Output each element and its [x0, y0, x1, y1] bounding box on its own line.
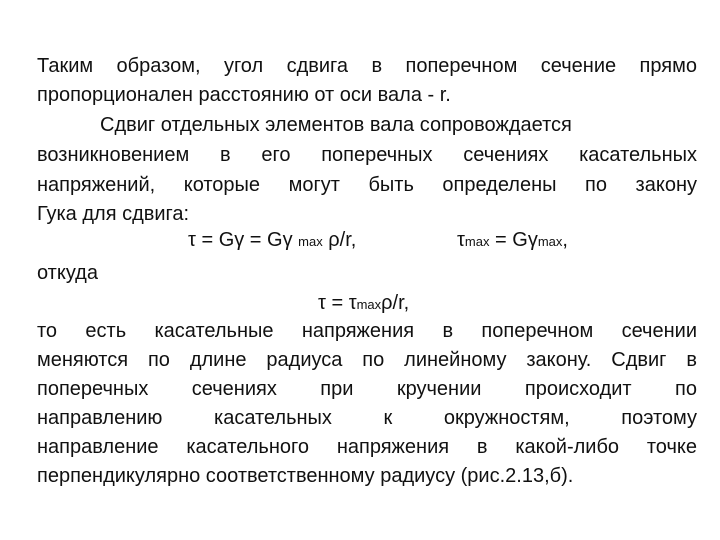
formula-max-stress — [457, 226, 568, 256]
text-line-9: поперечных сечениях при кручении происходит по — [37, 378, 697, 400]
text-line-5: напряжений, которые могут быть определены по закону — [37, 174, 697, 196]
formula-linear-law-subscript: max — [356, 297, 382, 312]
formula-linear-law-main: τ = τ — [318, 292, 357, 314]
formula-max-stress-tail: , — [562, 229, 568, 251]
text-line-3: Сдвиг отдельных элементов вала сопровождается — [100, 114, 572, 136]
formula-max-stress-eq: = Gγ — [489, 229, 538, 251]
formula-max-stress-subscript-2: max — [537, 234, 563, 249]
text-line-7: то есть касательные напряжения в поперечном сечении — [37, 320, 697, 342]
text-line-11: направление касательного напряжения в какой-либо точке — [37, 436, 697, 458]
text-line-6: Гука для сдвига: — [37, 203, 190, 225]
formula-linear-law — [318, 289, 409, 319]
text-line-1: Таким образом, угол сдвига в поперечном сечение прямо — [37, 55, 697, 77]
text-line-8: меняются по длине радиуса по линейному закону. Сдвиг в — [37, 349, 697, 371]
text-line-2: пропорционален расстоянию от оси вала - r. — [37, 84, 451, 106]
text-line-otkuda: откуда — [37, 262, 98, 284]
formula-shear-stress-subscript: max — [298, 234, 323, 249]
formula-max-stress-tau: τ — [457, 229, 465, 251]
text-line-4: возникновением в его поперечных сечениях касательных — [37, 144, 697, 166]
text-line-10: направлению касательных к окружностям, поэтому — [37, 407, 697, 429]
text-line-12: перпендикулярно соответственному радиусу (рис.2.13,б). — [37, 465, 574, 487]
formula-linear-law-tail: ρ/r, — [381, 292, 410, 314]
formula-shear-stress — [188, 226, 356, 256]
formula-shear-stress-main: τ = Gγ = Gγ — [188, 229, 299, 251]
formula-shear-stress-tail: ρ/r, — [322, 229, 357, 251]
formula-max-stress-subscript-1: max — [464, 234, 490, 249]
